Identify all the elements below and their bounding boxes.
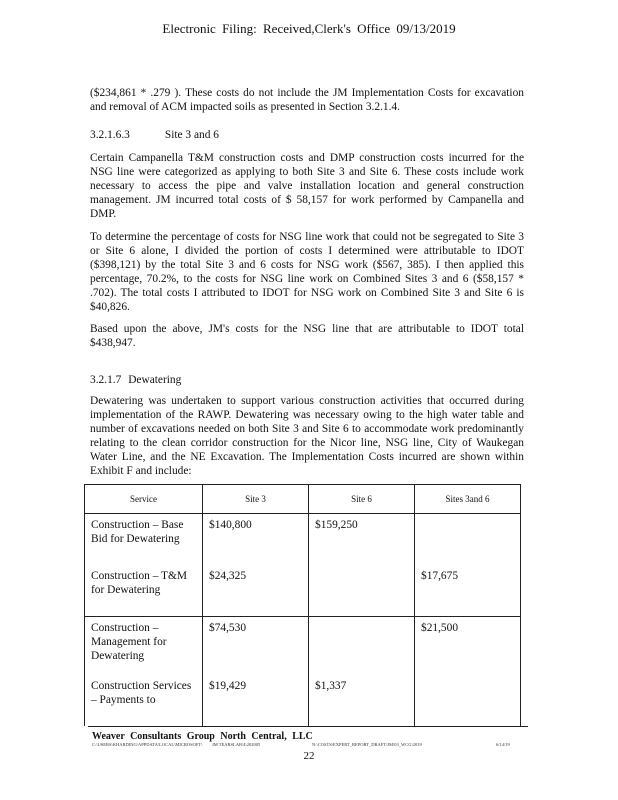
footer-file-path: C:\USERS\KHARDING\APPDATA\LOCAL\MICROSOFT\ bbox=[92, 742, 203, 747]
table-cell: $19,429 bbox=[203, 675, 309, 726]
table-cell: $74,530 bbox=[203, 617, 309, 676]
footer-file-ref: JM TEARSLAB\4\202005 bbox=[212, 742, 261, 747]
footer-date: 6/14/19 bbox=[496, 742, 510, 747]
footer-doc-path: N:\COSTS\EXPERT_REPORT_DRAFT\JM\03_WCG\2019 bbox=[312, 742, 422, 747]
table-cell bbox=[415, 675, 521, 726]
table-row bbox=[85, 675, 521, 726]
column-header: Site 3 bbox=[203, 485, 309, 514]
table-cell: Construction Services – Payments to bbox=[85, 675, 203, 726]
table-cell: $17,675 bbox=[415, 565, 521, 617]
section-heading-dewatering bbox=[90, 373, 181, 387]
section-number: 3.2.1.7 bbox=[90, 374, 122, 386]
table-row bbox=[85, 617, 521, 676]
table-cell: Construction – Management for Dewatering bbox=[85, 617, 203, 676]
column-header: Service bbox=[85, 485, 203, 514]
paragraph-percentage-method: To determine the percentage of costs for NSG line work that could not be segregated to Site 3 or Site 6 alone, I divided the portion of costs I determined were attributable to IDOT ($398,121) by the total Site 3 and 6 costs for NSG work ($567, 385). I then applied this percentage, 70.2%, to the costs for NSG line work on Combined Sites 3 and 6 ($58,157 * .702). The total costs I attributed to IDOT for NSG work on Combined Site 3 and Site 6 is $40,826. bbox=[90, 231, 524, 313]
footer-firm-name: Weaver Consultants Group North Central, LLC bbox=[92, 731, 313, 742]
paragraph-dewatering: Dewatering was undertaken to support various construction activities that occurred during implementation of the RAWP. Dewatering was necessary owing to the high water table and number of excavations needed on both Site 3 and Site 6 to accommodate work predominantly relating to the clean corridor construction for the Nicor line, NSG line, City of Waukegan Water Line, and the NE Excavation. The Implementation Costs incurred are shown within Exhibit F and include: bbox=[90, 395, 524, 477]
table-cell bbox=[309, 565, 415, 617]
column-header: Sites 3and 6 bbox=[415, 485, 521, 514]
dewatering-cost-table bbox=[84, 484, 521, 726]
table-cell: $159,250 bbox=[309, 514, 415, 566]
table-header-row bbox=[85, 485, 521, 514]
column-header: Site 6 bbox=[309, 485, 415, 514]
table-cell: $140,800 bbox=[203, 514, 309, 566]
section-number: 3.2.1.6.3 bbox=[90, 129, 130, 141]
table-cell bbox=[415, 514, 521, 566]
section-heading-site-3-and-6 bbox=[90, 128, 219, 142]
table-cell: Construction – Base Bid for Dewatering bbox=[85, 514, 203, 566]
paragraph-campanella-costs: Certain Campanella T&M construction costs and DMP construction costs incurred for the NSG line were categorized as applying to both Site 3 and Site 6. These costs include work necessary to access the pipe and valve installation location and general construction management. JM incurred total costs of $ 58,157 for work performed by Campanella and DMP. bbox=[90, 152, 524, 220]
section-title: Site 3 and 6 bbox=[164, 129, 219, 141]
paragraph-nsg-total: Based upon the above, JM's costs for the NSG line that are attributable to IDOT total $438,947. bbox=[90, 323, 524, 349]
table-cell: $21,500 bbox=[415, 617, 521, 676]
table-row bbox=[85, 514, 521, 566]
table-cell: Construction – T&M for Dewatering bbox=[85, 565, 203, 617]
footer-rule bbox=[88, 726, 528, 727]
page-header: Electronic Filing: Received,Clerk's Office 09/13/2019 bbox=[162, 21, 456, 36]
page-number: 22 bbox=[303, 750, 315, 762]
section-title: Dewatering bbox=[128, 374, 182, 386]
table-cell: $1,337 bbox=[309, 675, 415, 726]
table-row bbox=[85, 565, 521, 617]
paragraph-acm-costs: ($234,861 * .279 ). These costs do not include the JM Implementation Costs for excavation and removal of ACM impacted soils as presented in Section 3.2.1.4. bbox=[90, 87, 524, 113]
table-cell bbox=[309, 617, 415, 676]
table-cell: $24,325 bbox=[203, 565, 309, 617]
